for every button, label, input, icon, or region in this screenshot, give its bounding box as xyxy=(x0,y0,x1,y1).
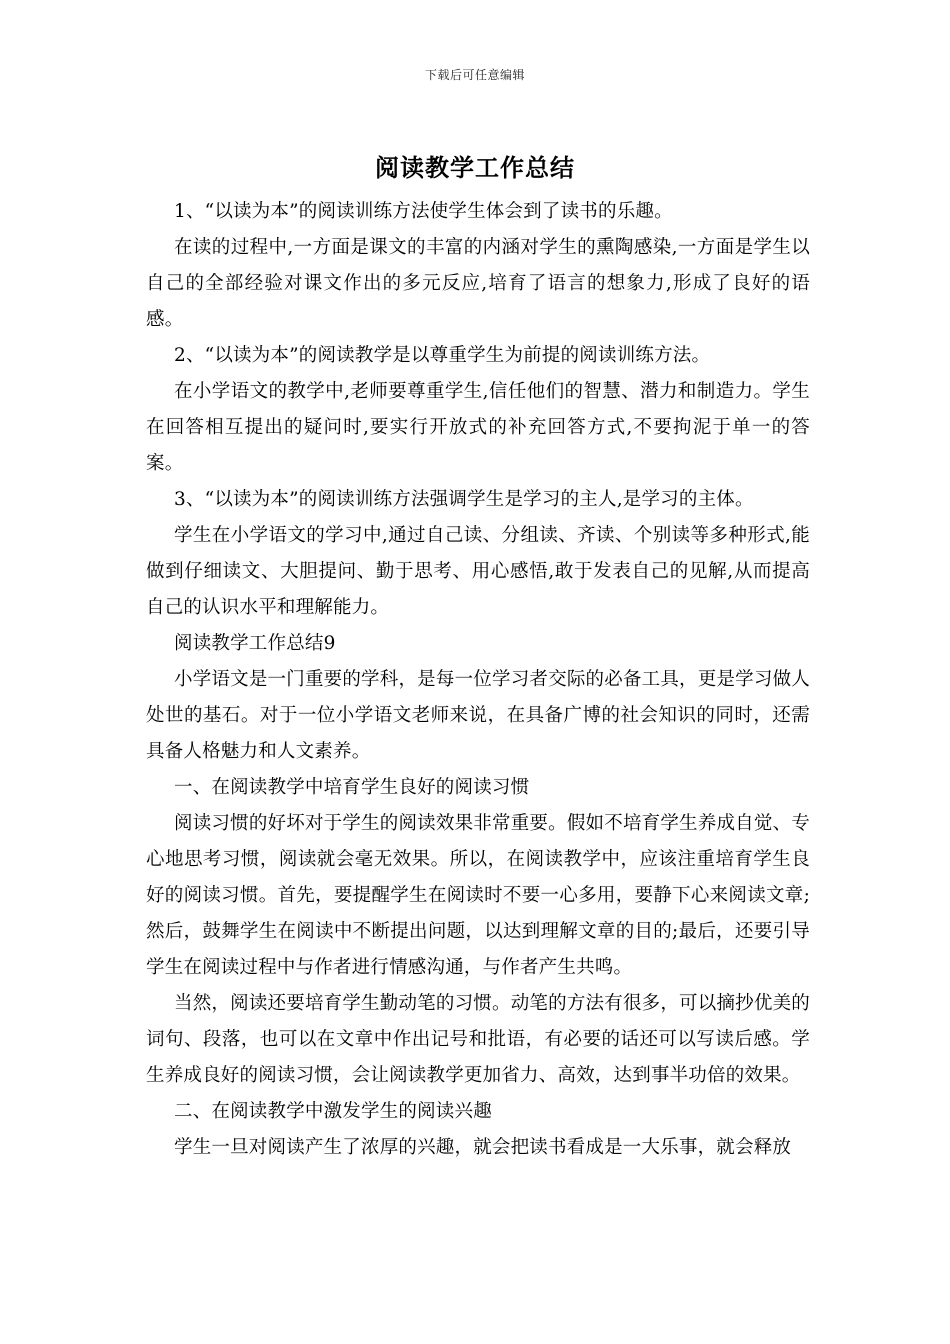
document-title: 阅读教学工作总结 xyxy=(375,153,575,182)
paragraph: 小学语文是一门重要的学科，是每一位学习者交际的必备工具，更是学习做人处世的基石。对于一位小学语文老师来说，在具备广博的社会知识的同时，还需具备人格魅力和人文素养。 xyxy=(146,669,810,762)
header-note: 下载后可任意编辑 xyxy=(424,68,525,82)
paragraph: 在小学语文的教学中,老师要尊重学生,信任他们的智慧、潜力和制造力。学生在回答相互提出的疑问时,要实行开放式的补充回答方式,不要拘泥于单一的答案。 xyxy=(146,381,810,474)
paragraph: 在读的过程中,一方面是课文的丰富的内涵对学生的熏陶感染,一方面是学生以自己的全部经验对课文作出的多元反应,培育了语言的想象力,形成了良好的语感。 xyxy=(146,237,810,330)
paragraph: 1、“以读为本”的阅读训练方法使学生体会到了读书的乐趣。 xyxy=(174,201,673,222)
document-body xyxy=(146,194,810,1166)
paragraph: 学生在小学语文的学习中,通过自己读、分组读、齐读、个别读等多种形式,能做到仔细读文、大胆提问、勤于思考、用心感悟,敢于发表自己的见解,从而提高自己的认识水平和理解能力。 xyxy=(146,525,810,618)
paragraph: 2、“以读为本”的阅读教学是以尊重学生为前提的阅读训练方法。 xyxy=(174,345,711,366)
paragraph: 阅读习惯的好坏对于学生的阅读效果非常重要。假如不培育学生养成自觉、专心地思考习惯，阅读就会毫无效果。所以，在阅读教学中，应该注重培育学生良好的阅读习惯。首先，要提醒学生在阅读时不要一心多用，要静下心来阅读文章;然后，鼓舞学生在阅读中不断提出问题，以达到理解文章的目的;最后，还要引导学生在阅读过程中与作者进行情感沟通，与作者产生共鸣。 xyxy=(146,813,810,978)
paragraph: 当然，阅读还要培育学生勤动笔的习惯。动笔的方法有很多，可以摘抄优美的词句、段落，也可以在文章中作出记号和批语，有必要的话还可以写读后感。学生养成良好的阅读习惯，会让阅读教学更加省力、高效，达到事半功倍的效果。 xyxy=(146,993,810,1086)
section-heading: 阅读教学工作总结9 xyxy=(174,633,336,654)
paragraph: 学生一旦对阅读产生了浓厚的兴趣，就会把读书看成是一大乐事，就会释放 xyxy=(174,1137,792,1158)
section-heading: 一、在阅读教学中培育学生良好的阅读习惯 xyxy=(174,777,530,798)
paragraph: 3、“以读为本”的阅读训练方法强调学生是学习的主人,是学习的主体。 xyxy=(174,489,754,510)
section-heading: 二、在阅读教学中激发学生的阅读兴趣 xyxy=(174,1101,492,1122)
